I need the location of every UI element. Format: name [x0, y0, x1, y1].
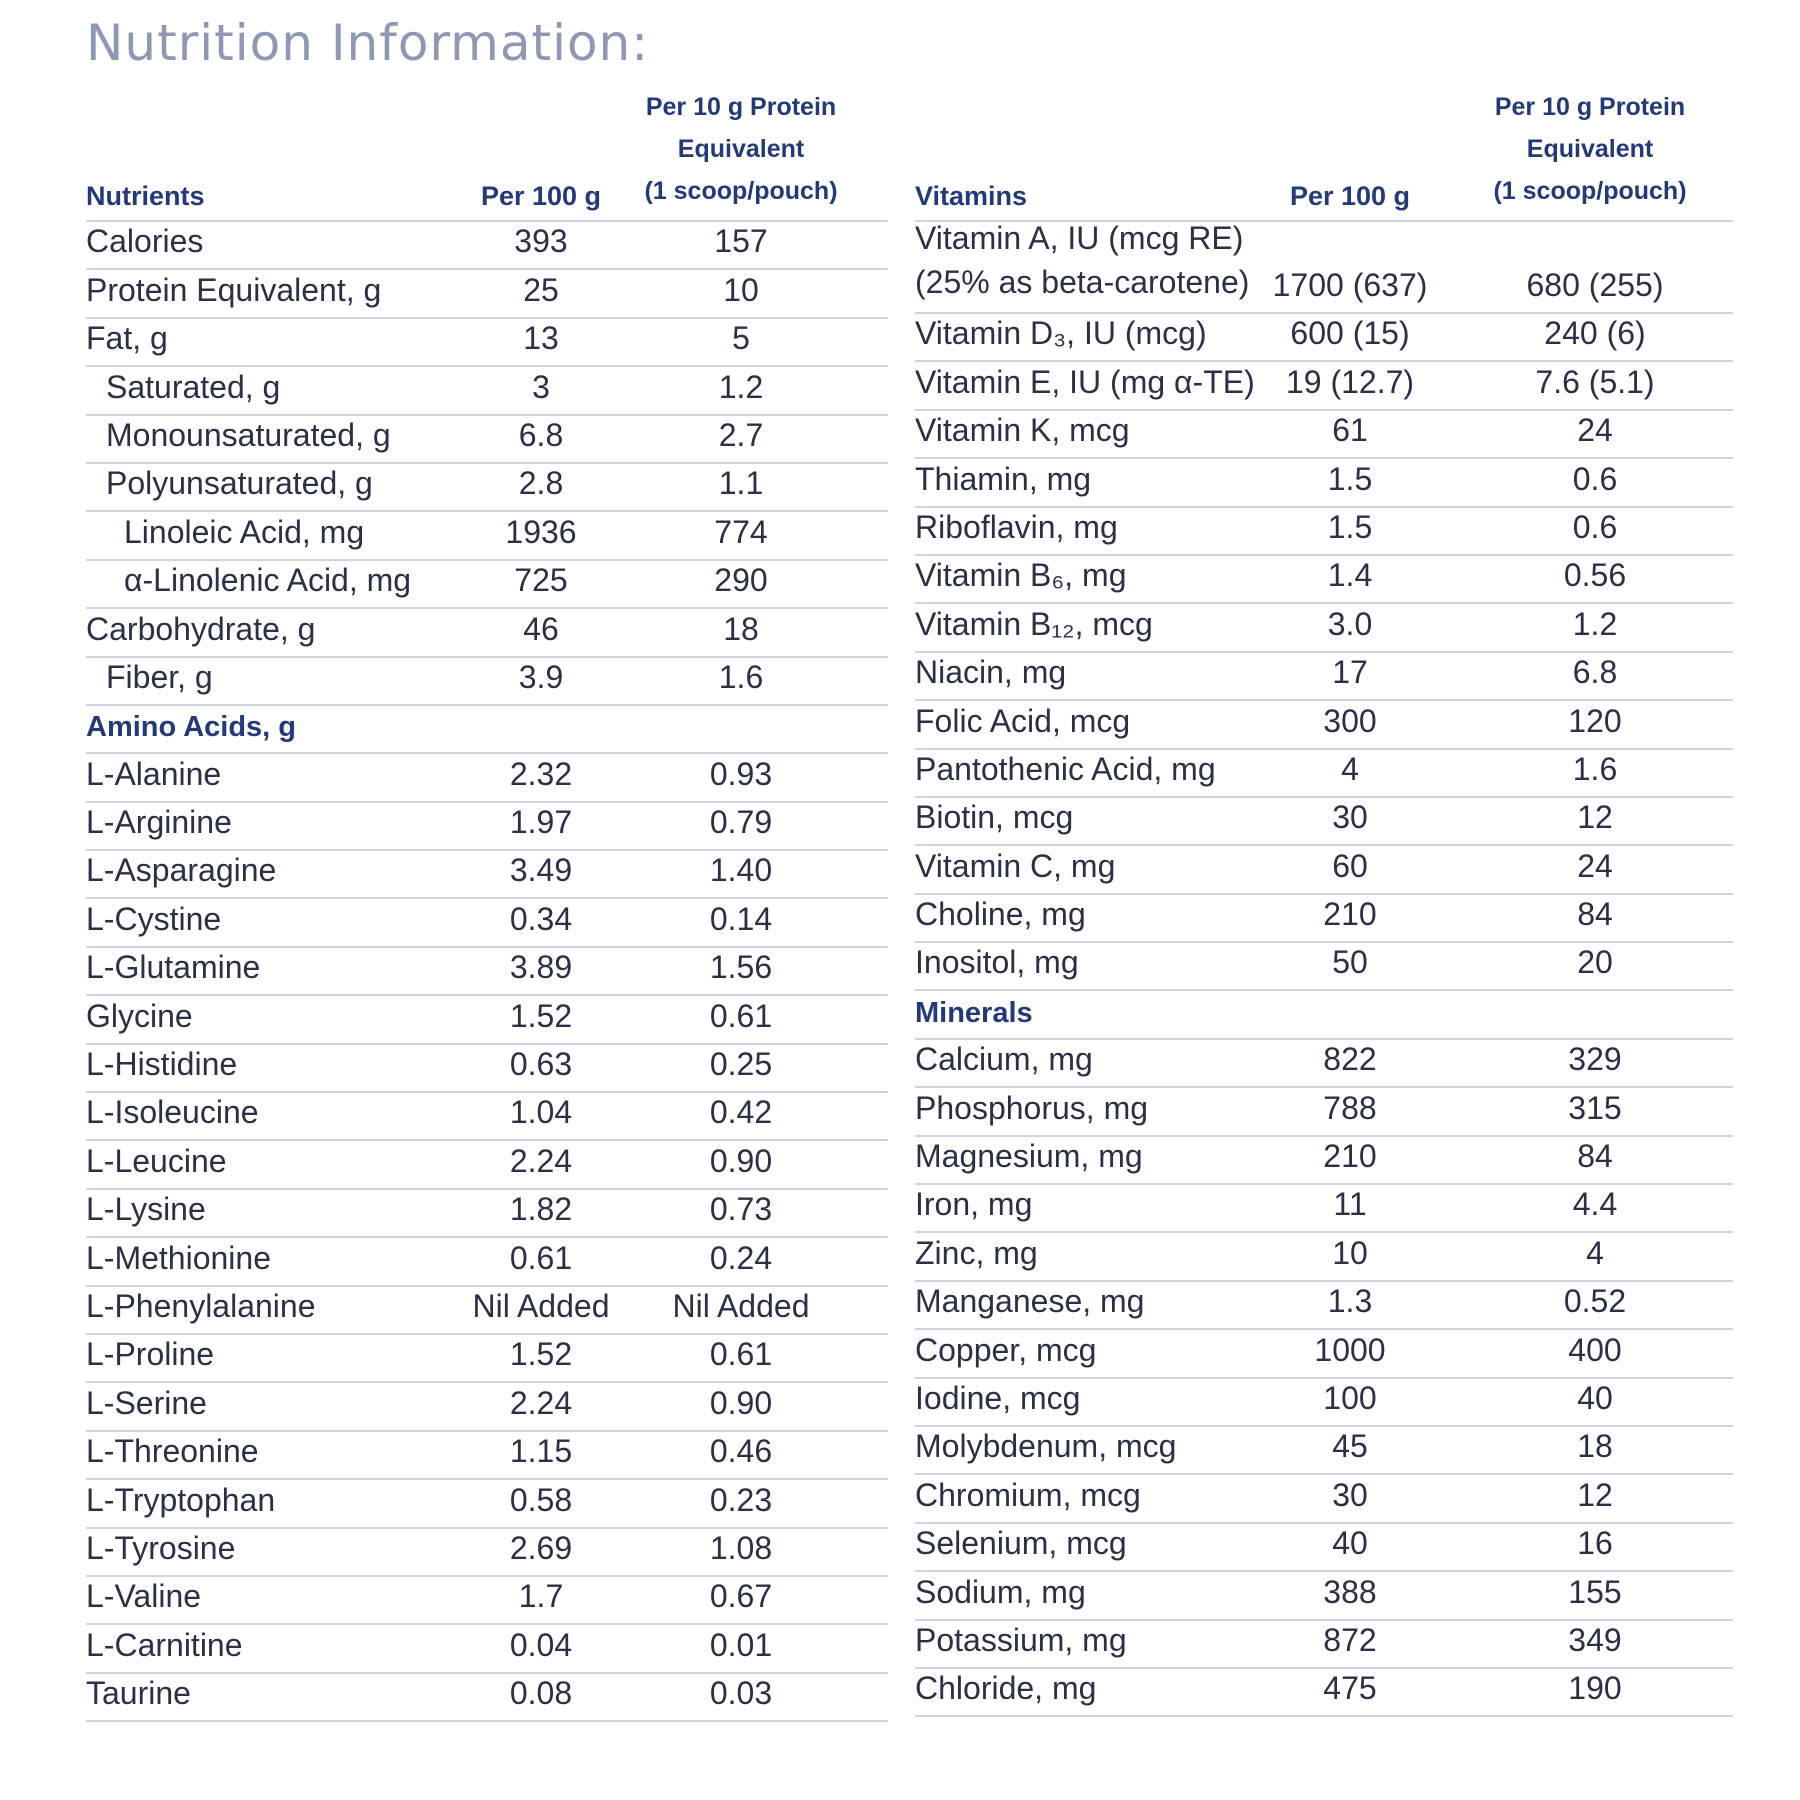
value-per-100g: 872	[1323, 1621, 1377, 1658]
value-per-10g-protein: 157	[714, 223, 768, 260]
nutrient-label: Niacin, mg	[915, 654, 1067, 691]
value-per-10g-protein: 0.61	[709, 997, 773, 1034]
value-per-100g: 19 (12.7)	[1285, 363, 1415, 400]
value-per-100g: 3	[532, 368, 550, 405]
nutrient-label: Chloride, mg	[915, 1670, 1097, 1707]
header-nutrients: Nutrients	[86, 181, 205, 211]
table-row	[915, 1185, 1733, 1233]
value-per-100g: 10	[1332, 1234, 1368, 1271]
table-row	[86, 1045, 888, 1093]
nutrient-label: Fat, g	[86, 320, 168, 357]
value-per-100g: 2.8	[518, 465, 564, 502]
table-row	[86, 1432, 888, 1480]
value-per-10g-protein: 20	[1577, 944, 1613, 981]
value-per-100g: 11	[1333, 1186, 1367, 1223]
nutrient-label: L-Glutamine	[86, 949, 261, 986]
table-row	[915, 508, 1733, 556]
table-row	[915, 411, 1733, 459]
table-row	[86, 1093, 888, 1141]
table-row	[86, 1238, 888, 1286]
table-row	[915, 556, 1733, 604]
value-per-100g: 725	[514, 562, 568, 599]
value-per-10g-protein: 329	[1568, 1041, 1622, 1078]
table-row	[86, 1674, 888, 1722]
nutrient-label: L-Methionine	[86, 1239, 271, 1276]
table-row	[915, 1282, 1733, 1330]
nutrient-label: Vitamin B₁₂, mcg	[915, 605, 1153, 642]
value-per-10g-protein: 0.56	[1563, 557, 1627, 594]
nutrient-label: Polyunsaturated, g	[106, 465, 373, 502]
nutrient-label: Sodium, mg	[915, 1573, 1086, 1610]
table-row	[86, 996, 888, 1044]
value-per-10g-protein: 240 (6)	[1544, 315, 1646, 352]
nutrient-label: Folic Acid, mcg	[915, 702, 1131, 739]
nutrient-label: L-Proline	[86, 1336, 215, 1373]
table-row	[86, 1529, 888, 1577]
value-per-10g-protein: 7.6 (5.1)	[1535, 363, 1655, 400]
vitamins-table-header	[915, 90, 1733, 222]
nutrient-label: L-Leucine	[86, 1142, 227, 1179]
value-per-100g: 600 (15)	[1290, 315, 1410, 352]
value-per-10g-protein: 0.6	[1572, 460, 1618, 497]
value-per-100g: 0.34	[509, 900, 573, 937]
table-row	[915, 1330, 1733, 1378]
value-per-10g-protein: 24	[1577, 412, 1613, 449]
value-per-100g: 17	[1332, 654, 1368, 691]
table-row	[86, 222, 888, 270]
nutrient-label: L-Arginine	[86, 804, 232, 841]
nutrient-label: L-Histidine	[86, 1046, 238, 1083]
value-per-100g: 3.0	[1327, 605, 1373, 642]
value-per-10g-protein: 18	[1577, 1428, 1613, 1465]
nutrient-label: Vitamin A, IU (mcg RE) (25% as beta-carotene)	[915, 220, 1250, 300]
nutrient-label: Vitamin B₆, mg	[915, 557, 1127, 594]
value-per-100g: 393	[514, 223, 568, 260]
table-row	[86, 948, 888, 996]
table-row	[86, 367, 888, 415]
nutrient-label: Calories	[86, 223, 204, 260]
value-per-10g-protein: 349	[1568, 1621, 1622, 1658]
table-row	[86, 512, 888, 560]
table-row	[86, 1335, 888, 1383]
value-per-10g-protein: 18	[723, 610, 759, 647]
value-per-100g: 1.82	[509, 1191, 573, 1228]
table-row	[86, 416, 888, 464]
table-row	[86, 270, 888, 318]
value-per-10g-protein: 0.03	[709, 1675, 773, 1712]
value-per-100g: 2.32	[509, 755, 573, 792]
table-row	[915, 943, 1733, 991]
value-per-100g: 4	[1341, 750, 1359, 787]
table-row	[915, 846, 1733, 894]
table-row	[915, 314, 1733, 362]
table-row	[86, 1287, 888, 1335]
table-row	[915, 895, 1733, 943]
value-per-10g-protein: 0.52	[1563, 1283, 1627, 1320]
table-row	[915, 1379, 1733, 1427]
value-per-10g-protein: 0.25	[709, 1046, 773, 1083]
value-per-100g: 100	[1323, 1379, 1377, 1416]
value-per-100g: 0.63	[509, 1046, 573, 1083]
vitamins-table-body	[915, 222, 1733, 1717]
value-per-100g: 1.52	[509, 997, 573, 1034]
value-per-10g-protein: 680 (255)	[1526, 267, 1664, 303]
table-row	[86, 1577, 888, 1625]
value-per-10g-protein: 120	[1568, 702, 1622, 739]
value-per-100g: 388	[1323, 1573, 1377, 1610]
value-per-100g: 6.8	[518, 416, 564, 453]
value-per-100g: 0.08	[509, 1675, 573, 1712]
value-per-100g: 1.04	[509, 1094, 573, 1131]
value-per-100g: 0.58	[509, 1481, 573, 1518]
nutrient-label: L-Lysine	[86, 1191, 206, 1228]
value-per-100g: 1.5	[1327, 460, 1373, 497]
value-per-100g: 1700 (637)	[1272, 267, 1428, 303]
value-per-100g: 1.3	[1327, 1283, 1373, 1320]
value-per-10g-protein: 0.90	[709, 1384, 773, 1421]
value-per-100g: 3.9	[518, 658, 564, 695]
nutrient-label: Linoleic Acid, mg	[124, 513, 365, 550]
value-per-100g: 1936	[505, 513, 577, 550]
nutrient-label: L-Cystine	[86, 900, 222, 937]
value-per-10g-protein: 0.67	[709, 1578, 773, 1615]
value-per-100g: 61	[1332, 412, 1368, 449]
table-row	[915, 604, 1733, 652]
value-per-10g-protein: 0.14	[709, 900, 773, 937]
value-per-10g-protein: 315	[1568, 1089, 1622, 1126]
nutrient-label: Phosphorus, mg	[915, 1089, 1149, 1126]
nutrient-label: Riboflavin, mg	[915, 508, 1118, 545]
nutrient-label: Chromium, mcg	[915, 1476, 1141, 1513]
value-per-10g-protein: 84	[1577, 896, 1613, 933]
nutrient-label: Carbohydrate, g	[86, 610, 316, 647]
value-per-10g-protein: 2.7	[718, 416, 764, 453]
value-per-100g: 1.5	[1327, 508, 1373, 545]
nutrient-label: L-Asparagine	[86, 852, 277, 889]
value-per-100g: 1.15	[509, 1433, 573, 1470]
table-row	[86, 464, 888, 512]
nutrient-label: Vitamin K, mcg	[915, 412, 1130, 449]
value-per-100g: 1000	[1314, 1331, 1386, 1368]
table-row	[915, 1572, 1733, 1620]
nutrient-label: Taurine	[86, 1675, 191, 1712]
table-row	[915, 653, 1733, 701]
header-per-10g-protein: Per 10 g Protein Equivalent (1 scoop/pouch)	[1493, 93, 1687, 205]
nutrient-label: L-Serine	[86, 1384, 207, 1421]
value-per-10g-protein: 4	[1586, 1234, 1604, 1271]
table-row	[86, 609, 888, 657]
value-per-10g-protein: 190	[1568, 1670, 1622, 1707]
section-header-row	[86, 706, 888, 754]
table-row	[86, 754, 888, 802]
nutrient-label: L-Phenylalanine	[86, 1287, 316, 1324]
value-per-10g-protein: 1.6	[1572, 750, 1618, 787]
nutrient-label: Minerals	[915, 996, 1033, 1029]
nutrient-label: L-Carnitine	[86, 1626, 243, 1663]
value-per-100g: 50	[1332, 944, 1368, 981]
nutrient-label: Manganese, mg	[915, 1283, 1145, 1320]
value-per-100g: 1.52	[509, 1336, 573, 1373]
vitamins-minerals-table	[915, 90, 1733, 1717]
value-per-100g: 1.4	[1327, 557, 1373, 594]
value-per-100g: 300	[1323, 702, 1377, 739]
table-row	[915, 1524, 1733, 1572]
table-row	[86, 1383, 888, 1431]
nutrient-label: Vitamin E, IU (mg α-TE)	[915, 363, 1255, 400]
value-per-100g: 1.97	[509, 804, 573, 841]
value-per-10g-protein: 1.2	[1572, 605, 1618, 642]
value-per-10g-protein: 0.93	[709, 755, 773, 792]
nutrient-label: Copper, mcg	[915, 1331, 1097, 1368]
value-per-10g-protein: 1.6	[718, 658, 764, 695]
value-per-100g: 0.04	[509, 1626, 573, 1663]
nutrient-label: Zinc, mg	[915, 1234, 1038, 1271]
value-per-10g-protein: Nil Added	[672, 1287, 810, 1324]
table-row	[915, 798, 1733, 846]
table-row	[915, 750, 1733, 798]
value-per-10g-protein: 40	[1577, 1379, 1613, 1416]
table-row	[915, 1040, 1733, 1088]
table-row	[86, 803, 888, 851]
value-per-10g-protein: 155	[1568, 1573, 1622, 1610]
table-row	[86, 1141, 888, 1189]
value-per-100g: 30	[1332, 799, 1368, 836]
value-per-10g-protein: 4.4	[1572, 1186, 1618, 1223]
nutrient-label: Saturated, g	[106, 368, 281, 405]
table-row	[915, 459, 1733, 507]
value-per-100g: 210	[1323, 896, 1377, 933]
nutrients-table	[86, 90, 888, 1722]
value-per-10g-protein: 0.42	[709, 1094, 773, 1131]
nutrient-label: Thiamin, mg	[915, 460, 1092, 497]
table-row	[915, 362, 1733, 410]
nutrient-label: Monounsaturated, g	[106, 416, 391, 453]
nutrient-label: Vitamin C, mg	[915, 847, 1116, 884]
table-row	[86, 1625, 888, 1673]
value-per-10g-protein: 10	[723, 271, 759, 308]
value-per-10g-protein: 12	[1577, 1476, 1613, 1513]
value-per-100g: 40	[1332, 1525, 1368, 1562]
table-row	[915, 1137, 1733, 1185]
table-row	[86, 561, 888, 609]
header-per-10g-protein: Per 10 g Protein Equivalent (1 scoop/pouch)	[644, 93, 838, 205]
value-per-100g: 60	[1332, 847, 1368, 884]
header-vitamins: Vitamins	[915, 181, 1028, 211]
table-row	[86, 1480, 888, 1528]
value-per-10g-protein: 5	[732, 320, 750, 357]
value-per-10g-protein: 0.01	[709, 1626, 773, 1663]
nutrients-table-body	[86, 222, 888, 1722]
nutrient-label: L-Valine	[86, 1578, 202, 1615]
value-per-100g: 210	[1323, 1138, 1377, 1175]
value-per-100g: 788	[1323, 1089, 1377, 1126]
table-row	[86, 851, 888, 899]
nutrient-label: L-Threonine	[86, 1433, 259, 1470]
value-per-100g: 13	[523, 320, 559, 357]
nutrient-label: Iodine, mcg	[915, 1379, 1081, 1416]
table-row	[915, 222, 1733, 314]
value-per-10g-protein: 774	[714, 513, 768, 550]
value-per-10g-protein: 0.46	[709, 1433, 773, 1470]
value-per-100g: 30	[1332, 1476, 1368, 1513]
value-per-10g-protein: 290	[714, 562, 768, 599]
section-header-row	[915, 991, 1733, 1039]
value-per-10g-protein: 6.8	[1572, 654, 1618, 691]
value-per-10g-protein: 0.24	[709, 1239, 773, 1276]
value-per-10g-protein: 12	[1577, 799, 1613, 836]
value-per-100g: 1.7	[518, 1578, 564, 1615]
table-row	[915, 1669, 1733, 1717]
value-per-100g: 3.89	[509, 949, 573, 986]
table-row	[915, 1475, 1733, 1523]
nutrient-label: L-Tryptophan	[86, 1481, 276, 1518]
value-per-100g: 822	[1323, 1041, 1377, 1078]
nutrient-label: Protein Equivalent, g	[86, 271, 382, 308]
nutrient-label: α-Linolenic Acid, mg	[124, 562, 412, 599]
value-per-10g-protein: 1.2	[718, 368, 764, 405]
value-per-10g-protein: 16	[1577, 1525, 1613, 1562]
nutrient-label: L-Isoleucine	[86, 1094, 259, 1131]
table-row	[915, 1427, 1733, 1475]
value-per-10g-protein: 24	[1577, 847, 1613, 884]
nutrient-label: Biotin, mcg	[915, 799, 1074, 836]
value-per-10g-protein: 0.79	[709, 804, 773, 841]
nutrient-label: Calcium, mg	[915, 1041, 1093, 1078]
nutrient-label: Potassium, mg	[915, 1621, 1127, 1658]
value-per-10g-protein: 0.73	[709, 1191, 773, 1228]
value-per-100g: 45	[1332, 1428, 1368, 1465]
nutrient-label: L-Tyrosine	[86, 1529, 236, 1566]
table-row	[86, 899, 888, 947]
table-row	[915, 701, 1733, 749]
value-per-10g-protein: 1.1	[718, 465, 764, 502]
value-per-100g: 2.24	[509, 1142, 573, 1179]
nutrient-label: Iron, mg	[915, 1186, 1033, 1223]
value-per-10g-protein: 0.61	[709, 1336, 773, 1373]
nutrient-label: Choline, mg	[915, 896, 1086, 933]
table-row	[915, 1233, 1733, 1281]
value-per-100g: 475	[1323, 1670, 1377, 1707]
value-per-10g-protein: 0.23	[709, 1481, 773, 1518]
value-per-100g: 2.24	[509, 1384, 573, 1421]
table-row	[915, 1621, 1733, 1669]
nutrient-label: Molybdenum, mcg	[915, 1428, 1177, 1465]
value-per-10g-protein: 400	[1568, 1331, 1622, 1368]
table-row	[86, 1190, 888, 1238]
nutrient-label: Magnesium, mg	[915, 1138, 1143, 1175]
value-per-10g-protein: 1.40	[709, 852, 773, 889]
nutrient-label: Fiber, g	[106, 658, 213, 695]
header-per-100g: Per 100 g	[480, 181, 602, 211]
value-per-10g-protein: 1.56	[709, 949, 773, 986]
nutrient-label: L-Alanine	[86, 755, 222, 792]
nutrient-label: Glycine	[86, 997, 193, 1034]
header-per-100g: Per 100 g	[1289, 181, 1411, 211]
value-per-100g: 2.69	[509, 1529, 573, 1566]
value-per-100g: 3.49	[509, 852, 573, 889]
table-row	[915, 1088, 1733, 1136]
nutrient-label: Inositol, mg	[915, 944, 1079, 981]
nutrient-label: Vitamin D₃, IU (mcg)	[915, 315, 1207, 352]
value-per-100g: Nil Added	[472, 1287, 610, 1324]
page-title: Nutrition Information:	[86, 14, 650, 72]
value-per-100g: 25	[523, 271, 559, 308]
nutrients-table-header	[86, 90, 888, 222]
value-per-100g: 0.61	[509, 1239, 573, 1276]
table-row	[86, 319, 888, 367]
value-per-10g-protein: 0.90	[709, 1142, 773, 1179]
value-per-10g-protein: 84	[1577, 1138, 1613, 1175]
value-per-10g-protein: 1.08	[709, 1529, 773, 1566]
value-per-100g: 46	[523, 610, 559, 647]
nutrient-label: Pantothenic Acid, mg	[915, 750, 1216, 787]
value-per-10g-protein: 0.6	[1572, 508, 1618, 545]
nutrient-label: Selenium, mcg	[915, 1525, 1127, 1562]
table-row	[86, 658, 888, 706]
nutrient-label: Amino Acids, g	[86, 711, 296, 744]
